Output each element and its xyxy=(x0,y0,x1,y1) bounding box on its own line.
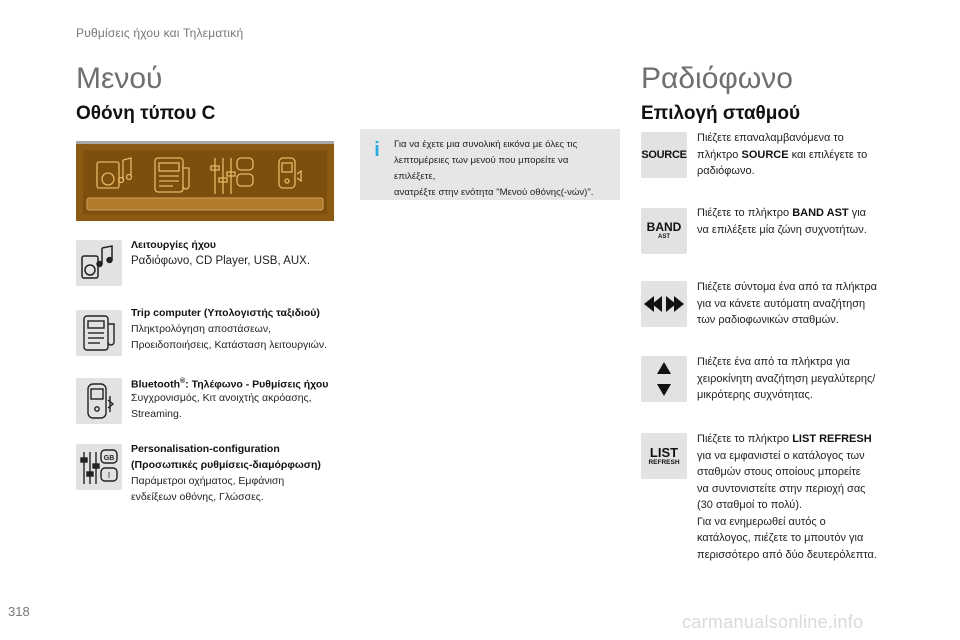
svg-text:GB: GB xyxy=(103,455,115,462)
feature-title-trip-computer: Trip computer (Υπολογιστής ταξιδιού) xyxy=(131,307,320,319)
subheading-screen-type-c: Οθόνη τύπου C xyxy=(76,103,216,124)
menu-screen-illustration xyxy=(76,141,334,221)
info-note-box xyxy=(360,129,620,200)
running-header: Ρυθμίσεις ήχου και Τηλεματική xyxy=(76,26,244,40)
source-key-icon: SOURCE xyxy=(641,132,687,178)
menu-icons-graphic xyxy=(83,150,327,214)
radio-item-band-text: Πιέζετε το πλήκτρο BAND AST για να επιλέξετε μία ζώνη συχνοτήτων. xyxy=(697,207,867,236)
feature-desc-audio: Ραδιόφωνο, CD Player, USB, AUX. xyxy=(131,255,311,267)
watermark: carmanualsonline.info xyxy=(682,612,864,632)
feature-desc-trip-computer-1: Πληκτρολόγηση αποστάσεων, xyxy=(131,323,272,335)
svg-text:I: I xyxy=(107,471,111,480)
feature-desc-personalisation-2: ενδείξεων οθόνης, Γλώσσες. xyxy=(131,491,264,503)
up-down-arrows-icon xyxy=(641,356,687,402)
subheading-station-selection: Επιλογή σταθμού xyxy=(641,103,801,124)
seek-keys-icon xyxy=(641,281,687,327)
list-refresh-key-icon: LIST REFRESH xyxy=(641,433,687,479)
feature-desc-bluetooth-2: Streaming. xyxy=(131,408,182,420)
radio-item-list-text: Πιέζετε το πλήκτρο LIST REFRESH για να εμφανιστεί ο κατάλογος των σταθμών στους οποίους μπορείτε να συντονιστείτε στην περιοχή σας (30 σταθμοί το πολύ). Για να ενημερωθεί αυτός ο κατάλογος, πιέζετε το μπουτόν για περισσότερο από δύο δευτερόλεπτα. xyxy=(697,433,877,561)
feature-title-personalisation-1: Personalisation-configuration xyxy=(131,443,280,455)
radio-item-manual-text: Πιέζετε ένα από τα πλήκτρα για χειροκίνητη αναζήτηση μεγαλύτερης/ μικρότερης συχνότητας. xyxy=(697,356,876,401)
feature-desc-bluetooth-1: Συγχρονισμός, Κιτ ανοιχτής ακρόασης, xyxy=(131,392,312,404)
feature-title-personalisation-2: (Προσωπικές ρυθμίσεις-διαμόρφωση) xyxy=(131,459,321,471)
feature-desc-personalisation-1: Παράμετροι οχήματος, Εμφάνιση xyxy=(131,475,285,487)
bluetooth-telephone-icon xyxy=(76,378,122,424)
info-note-text: Για να έχετε μια συνολική εικόνα με όλες τις λεπτομέρειες των μενού που μπορείτε να επιλέξετε, ανατρέξτε στην ενότητα "Μενού οθόνης(-νών)". xyxy=(394,139,594,198)
personalisation-icon xyxy=(76,444,122,490)
audio-functions-icon xyxy=(76,240,122,286)
feature-title-bluetooth: Bluetooth®: Τηλέφωνο - Ρυθμίσεις ήχου xyxy=(131,378,329,391)
band-ast-key-icon: BAND AST xyxy=(641,208,687,254)
feature-desc-trip-computer-2: Προειδοποιήσεις, Κατάσταση λειτουργιών. xyxy=(131,339,328,351)
radio-item-source-text: Πιέζετε επαναλαμβανόμενα το πλήκτρο SOURCE και επιλέγετε το ραδιόφωνο. xyxy=(697,132,868,177)
trip-computer-icon xyxy=(76,310,122,356)
feature-title-audio: Λειτουργίες ήχου xyxy=(131,239,217,251)
radio-item-seek-text: Πιέζετε σύντομα ένα από τα πλήκτρα για να κάνετε αυτόματη αναζήτηση των ραδιοφωνικών σταθμών. xyxy=(697,281,877,326)
frequency-keys-icon xyxy=(641,356,687,402)
seek-arrows-icon xyxy=(644,296,684,312)
info-icon: i xyxy=(374,139,380,161)
section-title-radio: Ραδιόφωνο xyxy=(641,62,793,95)
page-number: 318 xyxy=(8,604,30,619)
section-title-menu: Μενού xyxy=(76,62,163,95)
